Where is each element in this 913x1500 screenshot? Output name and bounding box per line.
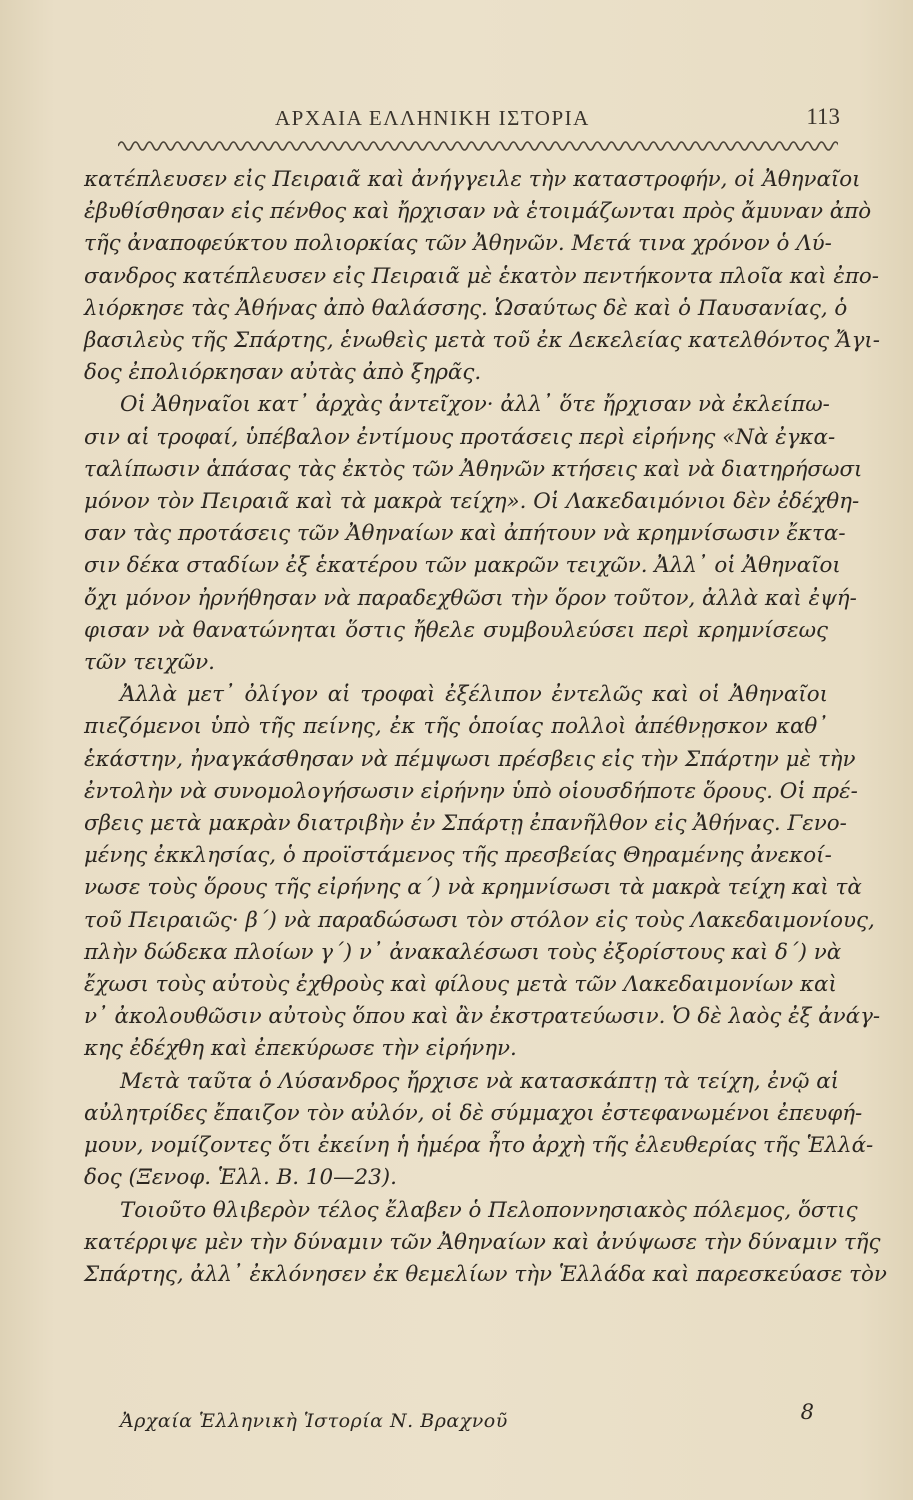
text-line: τῆς ἀναποφεύκτου πολιορκίας τῶν Ἀθηνῶν. Μετά τινα χρόνον ὁ Λύ-: [84, 231, 832, 257]
text-line: Ἀλλὰ μετ᾿ ὀλίγον αἱ τροφαὶ ἐξέλιπον ἐντελῶς καὶ οἱ Ἀθηναῖοι: [120, 682, 828, 708]
text-line: βασιλεὺς τῆς Σπάρτης, ἑνωθεὶς μετὰ τοῦ ἐκ Δεκελείας κατελθόντος Ἄγι-: [84, 328, 880, 354]
text-line: ὄχι μόνον ἠρνήθησαν νὰ παραδεχθῶσι τὴν ὅρον τοῦτον, ἀλλὰ καὶ ἐψή-: [84, 585, 857, 611]
text-line: ταλίπωσιν ἁπάσας τὰς ἐκτὸς τῶν Ἀθηνῶν κτήσεις καὶ νὰ διατηρήσωσι: [84, 456, 863, 482]
text-line: τοῦ Πειραιῶς· β΄) νὰ παραδώσωσι τὸν στόλον εἰς τοὺς Λακεδαιμονίους,: [84, 907, 875, 933]
body-text: [84, 164, 887, 1291]
text-line: Οἱ Ἀθηναῖοι κατ᾿ ἀρχὰς ἀντεῖχον· ἀλλ᾿ ὅτε ἤρχισαν νὰ ἐκλείπω-: [120, 392, 830, 418]
text-line: Μετὰ ταῦτα ὁ Λύσανδρος ἤρχισε νὰ κατασκάπτῃ τὰ τείχη, ἐνῷ αἱ: [120, 1068, 840, 1094]
paragraph: [84, 1195, 887, 1292]
text-line: ἐντολὴν νὰ συνομολογήσωσιν εἰρήνην ὑπὸ οἱουσδήποτε ὅρους. Οἱ πρέ-: [84, 778, 858, 804]
text-line: αὐλητρίδες ἔπαιζον τὸν αὐλόν, οἱ δὲ σύμμαχοι ἐστεφανωμένοι ἐπευφή-: [84, 1100, 863, 1126]
text-line: σιν αἱ τροφαί, ὑπέβαλον ἐντίμους προτάσεις περὶ εἰρήνης «Νὰ ἐγκα-: [84, 424, 836, 450]
text-line: πιεζόμενοι ὑπὸ τῆς πείνης, ἐκ τῆς ὁποίας πολλοὶ ἀπέθνῃσκον καθ᾿: [84, 714, 828, 740]
text-line: δος ἐπολιόρκησαν αὐτὰς ἀπὸ ξηρᾶς.: [84, 360, 482, 386]
text-line: σανδρος κατέπλευσεν εἰς Πειραιᾶ μὲ ἑκατὸν πεντήκοντα πλοῖα καὶ ἐπο-: [84, 263, 879, 289]
wavy-rule-ornament: [118, 134, 838, 156]
paragraph: [84, 1066, 874, 1195]
text-line: σαν τὰς προτάσεις τῶν Ἀθηναίων καὶ ἀπήτουν νὰ κρημνίσωσιν ἔκτα-: [84, 521, 846, 547]
paragraph: [84, 389, 863, 679]
signature-mark: 8: [800, 1400, 814, 1424]
text-line: μόνον τὸν Πειραιᾶ καὶ τὰ μακρὰ τείχη». Οἱ Λακεδαιμόνιοι δὲν ἐδέχθη-: [84, 489, 860, 515]
text-line: νωσε τοὺς ὅρους τῆς εἰρήνης α΄) νὰ κρημνίσωσι τὰ μακρὰ τείχη καὶ τὰ: [84, 875, 862, 901]
text-line: ἐβυθίσθησαν εἰς πένθος καὶ ἤρχισαν νὰ ἑτοιμάζωνται πρὸς ἄμυναν ἀπὸ: [84, 199, 872, 225]
text-line: τῶν τειχῶν.: [84, 650, 215, 676]
text-line: ν᾿ ἀκολουθῶσιν αὐτοὺς ὅπου καὶ ἂν ἐκστρατεύωσιν. Ὁ δὲ λαὸς ἐξ ἀνάγ-: [84, 1004, 881, 1030]
running-head: ΑΡΧΑΙΑ ΕΛΛΗΝΙΚΗ ΙΣΤΟΡΙΑ: [275, 106, 590, 130]
text-line: φισαν νὰ θανατώνηται ὅστις ἤθελε συμβουλεύσει περὶ κρημνίσεως: [84, 617, 828, 643]
text-line: κατέρριψε μὲν τὴν δύναμιν τῶν Ἀθηναίων καὶ ἀνύψωσε τὴν δύναμιν τῆς: [84, 1229, 881, 1255]
paragraph: [84, 164, 880, 389]
text-line: ἑκάστην, ἠναγκάσθησαν νὰ πέμψωσι πρέσβεις εἰς τὴν Σπάρτην μὲ τὴν: [84, 746, 856, 772]
text-line: Τοιοῦτο θλιβερὸν τέλος ἔλαβεν ὁ Πελοποννησιακὸς πόλεμος, ὅστις: [120, 1197, 858, 1223]
text-line: Σπάρτης, ἀλλ᾿ ἐκλόνησεν ἐκ θεμελίων τὴν Ἑλλάδα καὶ παρεσκεύασε τὸν: [84, 1261, 887, 1287]
text-line: σβεις μετὰ μακρὰν διατριβὴν ἐν Σπάρτῃ ἐπανῆλθον εἰς Ἀθήνας. Γενο-: [84, 811, 847, 837]
text-line: σιν δέκα σταδίων ἐξ ἑκατέρου τῶν μακρῶν τειχῶν. Ἀλλ᾿ οἱ Ἀθηναῖοι: [84, 553, 841, 579]
text-line: μουν, νομίζοντες ὅτι ἐκείνη ἡ ἡμέρα ἦτο ἀρχὴ τῆς ἐλευθερίας τῆς Ἑλλά-: [84, 1133, 874, 1159]
text-line: πλὴν δώδεκα πλοίων γ΄) ν᾿ ἀνακαλέσωσι τοὺς ἐξορίστους καὶ δ΄) νὰ: [84, 939, 842, 965]
text-line: κης ἐδέχθη καὶ ἐπεκύρωσε τὴν εἰρήνην.: [84, 1036, 517, 1062]
text-line: λιόρκησε τὰς Ἀθήνας ἀπὸ θαλάσσης. Ὡσαύτως δὲ καὶ ὁ Παυσανίας, ὁ: [84, 295, 848, 321]
paragraph: [84, 679, 881, 1065]
text-line: ἔχωσι τοὺς αὐτοὺς ἐχθροὺς καὶ φίλους μετὰ τῶν Λακεδαιμονίων καὶ: [84, 972, 837, 998]
text-line: μένης ἐκκλησίας, ὁ προϊστάμενος τῆς πρεσβείας Θηραμένης ἀνεκοί-: [84, 843, 832, 869]
text-line: κατέπλευσεν εἰς Πειραιᾶ καὶ ἀνήγγειλε τὴν καταστροφήν, οἱ Ἀθηναῖοι: [84, 167, 861, 192]
page-number: 113: [806, 104, 840, 129]
text-line: δος (Ξενοφ. Ἑλλ. Β. 10—23).: [84, 1165, 397, 1191]
page-footer: [120, 1400, 840, 1440]
footer-book-title: Ἀρχαία Ἑλληνικὴ Ἱστορία Ν. Βραχνοῦ: [120, 1410, 508, 1432]
